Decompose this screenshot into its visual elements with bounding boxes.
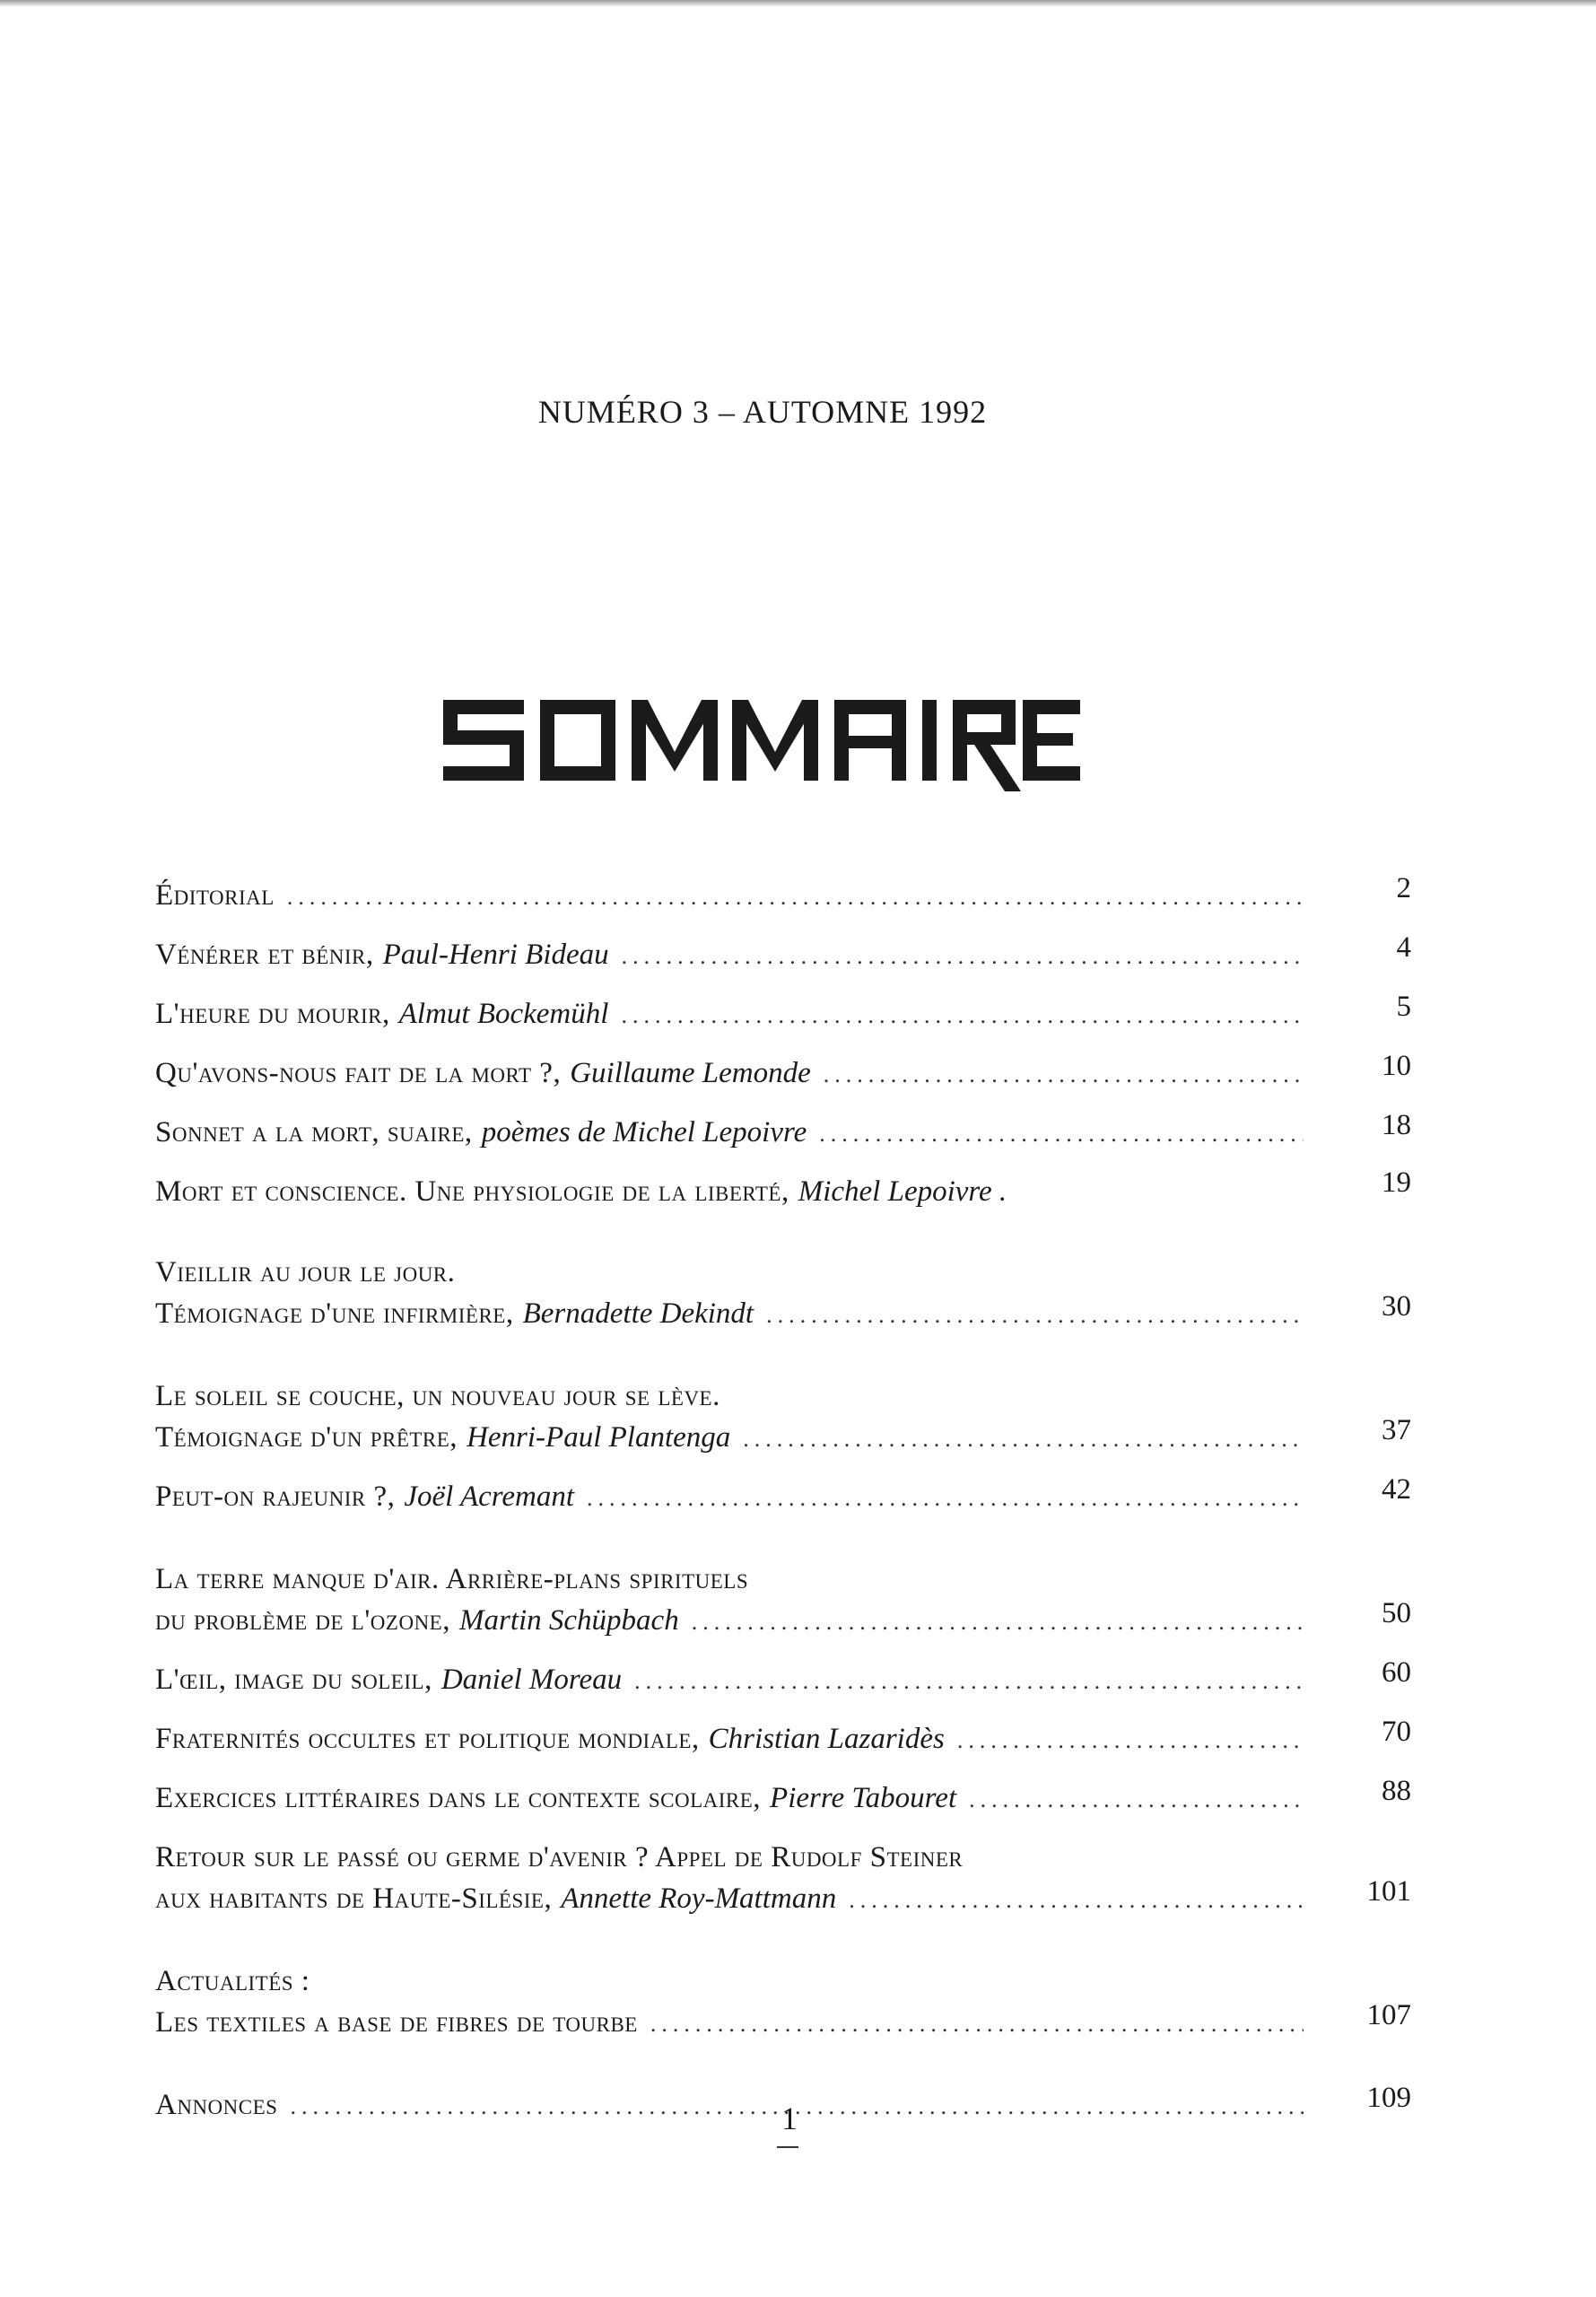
toc-entry-rajeunir	[155, 1473, 1411, 1519]
dot-leader	[969, 1779, 1304, 1821]
toc-title: Vénérer et bénir,	[155, 939, 374, 971]
dot-leader	[622, 936, 1304, 977]
issue-line: NUMÉRO 3 – AUTOMNE 1992	[537, 394, 988, 430]
dot-leader	[766, 1295, 1304, 1336]
toc-line	[155, 1837, 1304, 1878]
toc-line	[155, 1476, 1304, 1519]
toc-line	[155, 1777, 1304, 1821]
dot-leader	[743, 1419, 1304, 1460]
toc-page-number: 109	[1366, 2082, 1411, 2114]
toc-line	[155, 1600, 1304, 1643]
toc-page-number: 60	[1382, 1656, 1411, 1689]
toc-line	[155, 1112, 1304, 1155]
toc-line	[155, 1559, 1304, 1600]
toc-author: Christian Lazaridès	[708, 1723, 945, 1755]
toc-line	[155, 1376, 1304, 1417]
toc-entry-sonnet	[155, 1109, 1411, 1155]
toc-page-number: 101	[1366, 1875, 1411, 1908]
toc-title: Éditorial	[155, 879, 275, 912]
toc-title: Mort et conscience. Une physiologie de la liberté,	[155, 1175, 789, 1208]
toc-entry-actualites	[155, 1961, 1411, 2045]
toc-entry-exercices	[155, 1777, 1411, 1821]
toc-entry-retour-sur-le-passe	[155, 1837, 1411, 1921]
dot-leader	[650, 2004, 1304, 2045]
toc-title: Actualités :	[155, 1965, 310, 1997]
dot-leader	[957, 1720, 1304, 1761]
toc-entry-oeil	[155, 1656, 1411, 1702]
toc-page-number: 18	[1382, 1109, 1411, 1141]
toc-title: Témoignage d'un prêtre,	[155, 1421, 458, 1454]
toc-entry-heure-du-mourir	[155, 993, 1411, 1036]
dot-leader	[634, 1661, 1304, 1702]
dot-leader	[587, 1478, 1304, 1519]
toc-title: Témoignage d'une infirmière,	[155, 1297, 514, 1330]
toc-line	[155, 1417, 1304, 1460]
toc-page-number: 70	[1382, 1716, 1411, 1748]
dot-leader	[849, 1880, 1304, 1921]
sommaire-heading	[440, 680, 1086, 797]
toc-title: Annonces	[155, 2089, 278, 2121]
toc-entry-terre-manque-dair	[155, 1559, 1411, 1643]
dot-leader	[621, 995, 1304, 1036]
toc-author: Henri-Paul Plantenga	[467, 1421, 731, 1454]
toc-title: L'heure du mourir,	[155, 998, 390, 1030]
toc-title: Les textiles a base de fibres de tourbe	[155, 2006, 638, 2039]
toc-line	[155, 1171, 1304, 1212]
dot-leader	[692, 1602, 1304, 1643]
toc-entry-mort-et-conscience	[155, 1166, 1411, 1212]
toc-page-number: 4	[1396, 931, 1411, 964]
toc-entry-soleil-se-couche	[155, 1376, 1411, 1460]
toc-author: Daniel Moreau	[440, 1664, 623, 1696]
toc-entry-quavons-nous	[155, 1052, 1411, 1096]
toc-line	[155, 1878, 1304, 1921]
toc-page-number: 5	[1396, 991, 1411, 1023]
toc-line	[155, 1961, 1304, 2002]
toc-title: Le soleil se couche, un nouveau jour se lève.	[155, 1380, 720, 1412]
page-number: 1	[781, 2100, 798, 2136]
toc-page-number: 2	[1396, 872, 1411, 904]
toc-line	[155, 1293, 1304, 1336]
toc-author: poèmes de Michel Lepoivre	[481, 1116, 807, 1148]
page-number-underline	[777, 2146, 798, 2148]
toc-page-number: 107	[1366, 1999, 1411, 2031]
toc-page-number: 42	[1382, 1473, 1411, 1506]
toc-line	[155, 875, 1304, 918]
toc-author: Michel Lepoivre .	[798, 1175, 1007, 1208]
toc-title: Peut-on rajeunir ?,	[155, 1480, 396, 1513]
toc-title: Fraternités occultes et politique mondiale,	[155, 1723, 700, 1755]
toc-title: aux habitants de Haute-Silésie,	[155, 1882, 553, 1915]
table-of-contents	[155, 872, 1411, 2127]
toc-page-number: 37	[1382, 1414, 1411, 1446]
toc-line	[155, 2002, 1304, 2045]
toc-title: Retour sur le passé ou germe d'avenir ? Appel de Rudolf Steiner	[155, 1841, 964, 1873]
toc-author: Almut Bockemühl	[398, 998, 609, 1030]
toc-author: Bernadette Dekindt	[522, 1297, 754, 1330]
toc-entry-editorial	[155, 872, 1411, 918]
toc-line	[155, 1659, 1304, 1702]
toc-entry-fraternites	[155, 1718, 1411, 1761]
toc-title: Vieillir au jour le jour.	[155, 1256, 456, 1288]
toc-title: La terre manque d'air. Arrière-plans spirituels	[155, 1563, 749, 1595]
toc-author: Guillaume Lemonde	[570, 1057, 811, 1089]
toc-line	[155, 1718, 1304, 1761]
toc-line	[155, 1052, 1304, 1096]
toc-line	[155, 2084, 1304, 2127]
toc-author: Martin Schüpbach	[458, 1604, 679, 1637]
toc-entry-vieillir	[155, 1252, 1411, 1336]
toc-line	[155, 993, 1304, 1036]
toc-page-number: 10	[1382, 1050, 1411, 1082]
toc-author: Pierre Tabouret	[770, 1782, 957, 1814]
toc-title: Qu'avons-nous fait de la mort ?,	[155, 1057, 562, 1089]
toc-page-number: 30	[1382, 1290, 1411, 1323]
toc-author: Joël Acremant	[404, 1480, 575, 1513]
toc-line	[155, 934, 1304, 977]
dot-leader	[824, 1054, 1304, 1096]
toc-entry-venerer	[155, 931, 1411, 977]
toc-page-number: 88	[1382, 1775, 1411, 1807]
toc-title: L'œil, image du soleil,	[155, 1664, 432, 1696]
toc-title: Exercices littéraires dans le contexte scolaire,	[155, 1782, 762, 1814]
dot-leader	[287, 877, 1304, 918]
toc-author: Annette Roy-Mattmann	[561, 1882, 837, 1915]
toc-title: Sonnet a la mort, suaire,	[155, 1116, 473, 1148]
toc-page-number: 19	[1382, 1166, 1411, 1199]
page-top-edge	[0, 0, 1596, 7]
dot-leader	[819, 1114, 1304, 1155]
toc-page-number: 50	[1382, 1597, 1411, 1629]
toc-title: du problème de l'ozone,	[155, 1604, 450, 1637]
toc-line	[155, 1252, 1304, 1293]
toc-author: Paul-Henri Bideau	[382, 939, 609, 971]
